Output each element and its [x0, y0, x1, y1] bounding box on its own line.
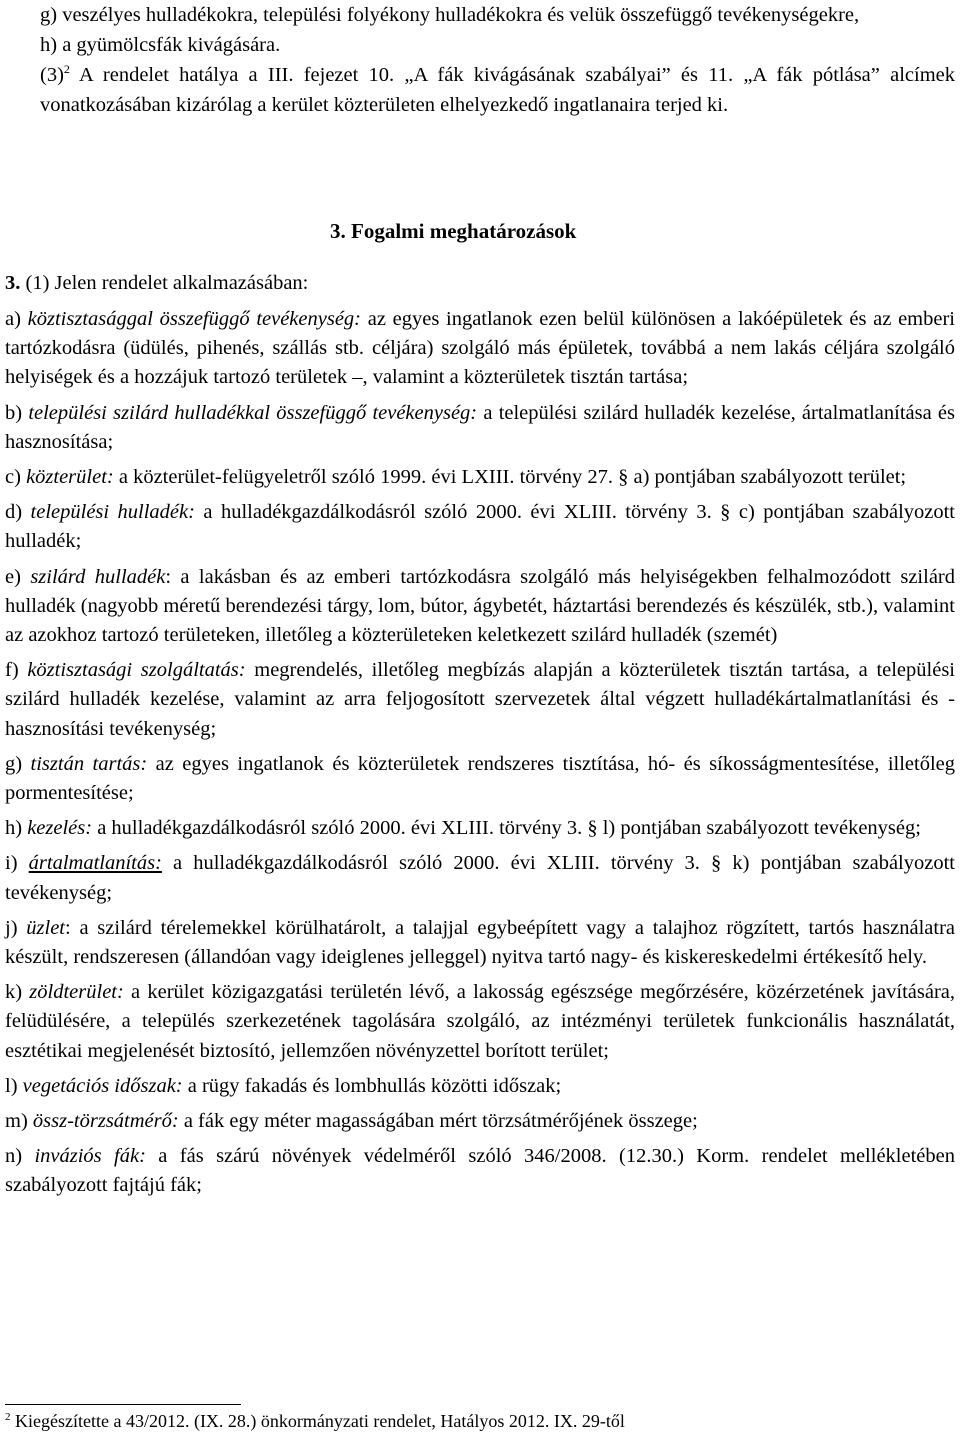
definition-text: az egyes ingatlanok ezen belül különösen a lakóépületek és az emberi tartózkodásra (üdülés, pihenés, szállás stb. céljára) szolgáló más épületek, továbbá a nem lakás céljára szolgáló helyiségek és a hozzájuk tartozó területek –, valamint a közterületek tisztán tartása; — [5, 308, 955, 389]
definition-d — [5, 498, 955, 556]
item-h-text: h) a gyümölcsfák kivágására. — [40, 34, 281, 56]
definition-letter: l) — [5, 1074, 18, 1097]
definition-letter: e) — [5, 565, 21, 588]
definition-text: a kerület közigazgatási területén lévő, a lakosság egészsége megőrzésére, közérzetének javítására, felüdülésére, a település szerkezetének tagolására szolgáló, az intézményi területek funkcionális használatát, esztétikai megjelenését biztosító, jellemzően növényzettel borított terület; — [5, 981, 955, 1062]
definition-l — [5, 1072, 955, 1101]
definition-term: ártalmatlanítás: — [28, 852, 162, 875]
definition-text: a fák egy méter magasságában mért törzsátmérőjének összege; — [178, 1110, 698, 1133]
definition-term: települési szilárd hulladékkal összefüggő tevékenység: — [28, 401, 478, 424]
section-title: 3. Fogalmi meghatározások — [330, 219, 577, 243]
definition-letter: b) — [5, 401, 23, 424]
definition-text: a fás szárú növények védelméről szóló 346/2008. (12.30.) Korm. rendelet mellékletében szabályozott fajtájú fák; — [5, 1145, 955, 1197]
definition-b — [5, 399, 955, 457]
definition-e — [5, 563, 955, 651]
definition-text: a hulladékgazdálkodásról szóló 2000. évi XLIII. törvény 3. § k) pontjában szabályozott tevékenység; — [5, 852, 955, 904]
footnote-text: Kiegészítette a 43/2012. (IX. 28.) önkormányzati rendelet, Hatályos 2012. IX. 29-től — [10, 1411, 625, 1431]
paragraph-3-text: A rendelet hatálya a III. fejezet 10. „A fák kivágásának szabályai” és 11. „A fák pótlása” alcímek vonatkozásában kizárólag a kerület közterületen elhelyezkedő ingatlanaira terjed ki. — [40, 64, 955, 116]
definition-text: a hulladékgazdálkodásról szóló 2000. évi XLIII. törvény 3. § c) pontjában szabályozott hulladék; — [5, 501, 956, 553]
paragraph-3-1 — [5, 272, 308, 295]
definition-term: köztisztasággal összefüggő tevékenység: — [27, 308, 362, 330]
definition-a — [5, 305, 955, 393]
definition-letter: c) — [5, 466, 21, 489]
definition-term: üzlet — [26, 916, 65, 939]
definition-j — [5, 914, 955, 972]
definition-letter: g) — [5, 752, 23, 775]
definition-text: : a szilárd térelemekkel körülhatárolt, a talajjal egybeépített vagy a talajhoz rögzített, tartós használatra készült, rendszeresen (állandóan vagy ideiglenes jelleggel) nyitva tartó nagy- és kiskereskedelmi értékesítő hely. — [5, 916, 955, 969]
item-g-text: g) veszélyes hulladékokra, települési folyékony hulladékokra és velük összefüggő tevékenységekre, — [40, 4, 860, 26]
definition-n — [5, 1142, 955, 1200]
definition-term: szilárd hulladék — [30, 565, 166, 588]
definition-term: közterület: — [26, 466, 114, 489]
definition-i — [5, 849, 955, 907]
definition-g — [5, 750, 955, 808]
definition-term: köztisztasági szolgáltatás: — [27, 659, 246, 682]
paragraph-3 — [40, 60, 955, 120]
definition-letter: j) — [5, 916, 18, 939]
definition-c — [5, 463, 955, 492]
definition-h — [5, 814, 955, 843]
paragraph-number: 3. — [5, 272, 21, 294]
paragraph-intro-text: (1) Jelen rendelet alkalmazásában: — [20, 272, 309, 294]
definition-term: inváziós fák: — [34, 1145, 146, 1168]
definition-letter: k) — [5, 981, 23, 1004]
footnote-ref-2[interactable]: 2 — [63, 62, 70, 77]
definition-term: vegetációs időszak: — [22, 1074, 183, 1097]
definition-m — [5, 1107, 955, 1136]
definition-text: a közterület-felügyeletről szóló 1999. évi LXIII. törvény 27. § a) pontjában szabályozott terület; — [113, 466, 907, 489]
definition-letter: i) — [5, 852, 18, 875]
definition-term: kezelés: — [27, 817, 93, 840]
definition-letter: d) — [5, 501, 23, 524]
definition-text: a települési szilárd hulladék kezelése, ártalmatlanítása és hasznosítása; — [5, 401, 955, 453]
previous-section-tail — [40, 0, 955, 120]
definition-letter: f) — [5, 659, 19, 682]
definition-term: tisztán tartás: — [30, 752, 148, 775]
definition-text: : a lakásban és az emberi tartózkodásra szolgáló más helyiségekben felhalmozódott szilárd hulladék (nagyobb méretű berendezési tárgy, lom, bútor, ágybetét, háztartási berendezés és készülék, stb.), valamint az azokhoz tartozó területeken, illetőleg a közterületeken keletkezett szilárd hulladék (szemét) — [5, 565, 955, 647]
definition-text: az egyes ingatlanok és közterületek rendszeres tisztítása, hó- és síkosságmentesítése, illetőleg pormentesítése; — [5, 752, 956, 805]
footnote — [5, 1409, 625, 1433]
paragraph-3-number: (3) — [40, 64, 64, 86]
footnote-number: 2 — [5, 1411, 11, 1423]
definition-letter: a) — [5, 308, 21, 330]
definition-text: a rügy fakadás és lombhullás közötti időszak; — [182, 1074, 562, 1097]
definition-text: a hulladékgazdálkodásról szóló 2000. évi XLIII. törvény 3. § l) pontjában szabályozott tevékenység; — [92, 817, 921, 840]
definition-letter: h) — [5, 817, 23, 840]
definition-term: zöldterület: — [29, 981, 124, 1004]
definition-f — [5, 656, 955, 744]
definition-text: megrendelés, illetőleg megbízás alapján a közterületek tisztán tartása, a települési szilárd hulladék kezelése, valamint az arra feljogosított szervezetek által végzett hulladékártalmatlanítási és -hasznosítási tevékenység; — [5, 659, 955, 740]
definition-list — [5, 305, 955, 1207]
definition-letter: m) — [5, 1110, 28, 1133]
definition-term: össz-törzsátmérő: — [32, 1110, 179, 1133]
definition-term: települési hulladék: — [30, 501, 195, 524]
definition-k — [5, 978, 955, 1066]
definition-letter: n) — [5, 1145, 23, 1168]
footnote-divider — [5, 1404, 241, 1405]
